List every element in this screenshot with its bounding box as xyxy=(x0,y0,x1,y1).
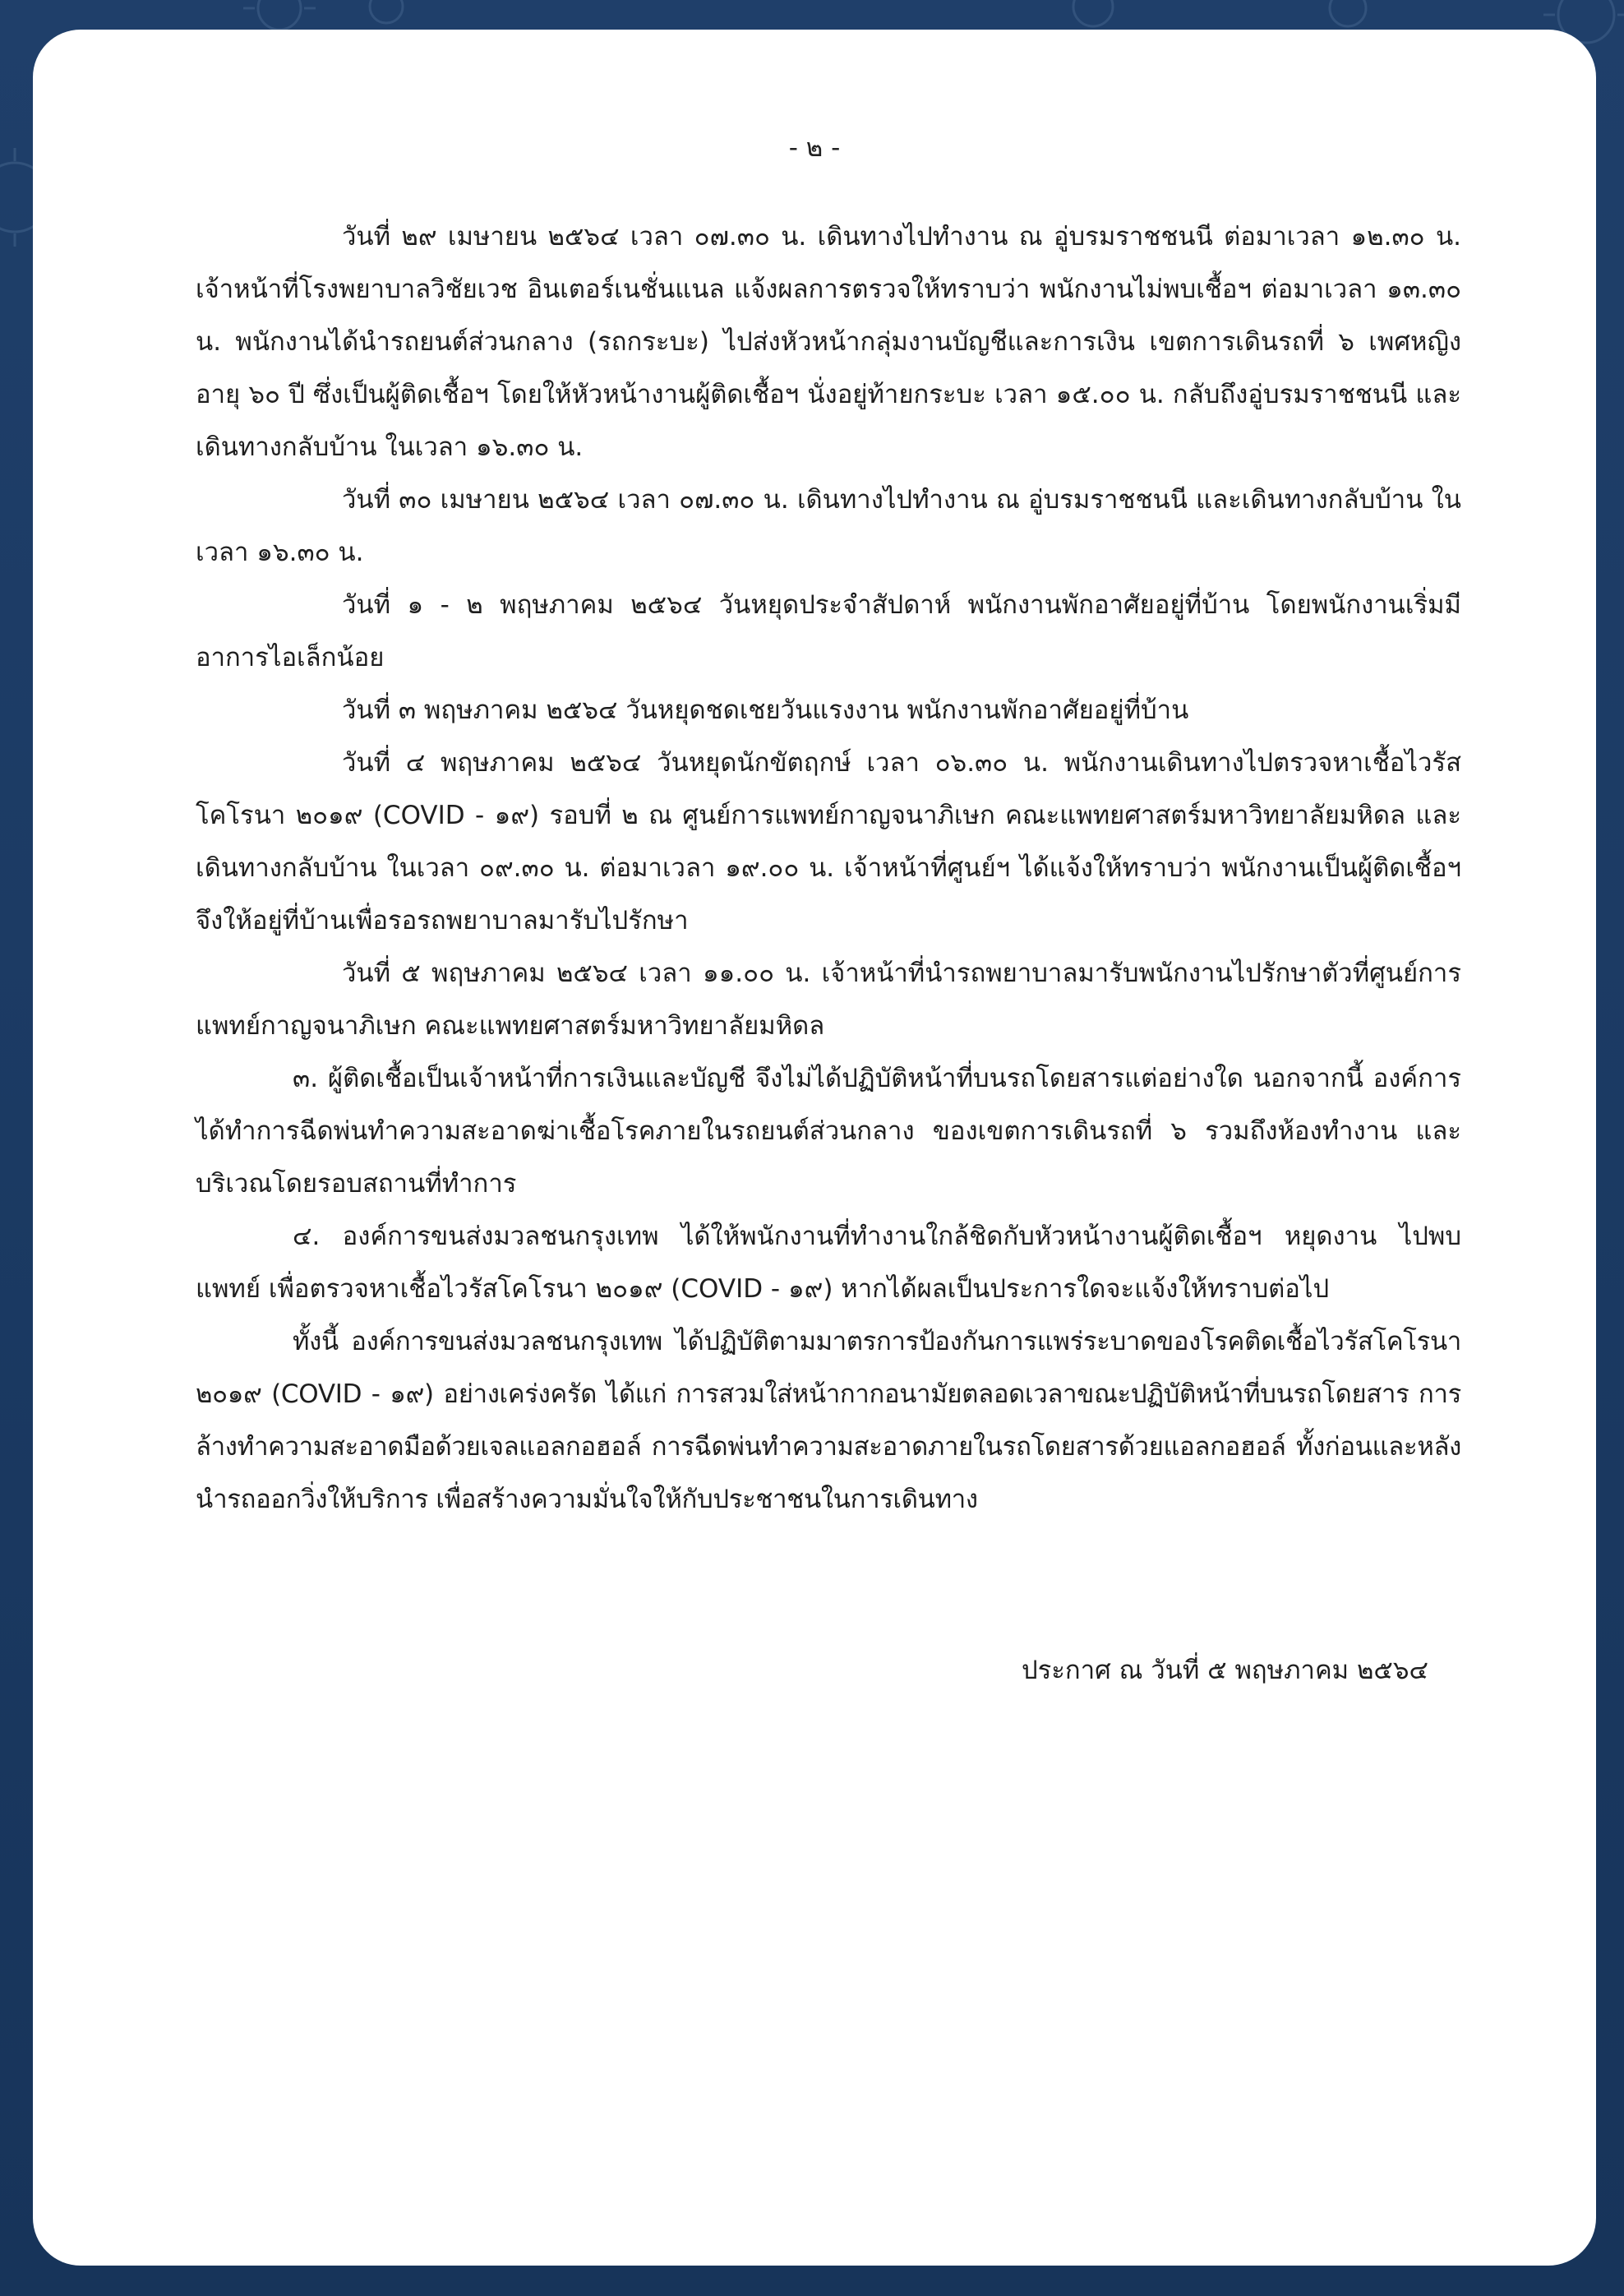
paragraph-april-29: วันที่ ๒๙ เมษายน ๒๕๖๔ เวลา ๐๗.๓๐ น. เดินทางไปทำงาน ณ อู่บรมราชชนนี ต่อมาเวลา ๑๒.๓๐ น. เจ้าหน้าที่โรงพยาบาลวิชัยเวช อินเตอร์เนชั่นแนล แจ้งผลการตรวจให้ทราบว่า พนักงานไม่พบเชื้อฯ ต่อมาเวลา ๑๓.๓๐ น. พนักงานได้นำรถยนต์ส่วนกลาง (รถกระบะ) ไปส่งหัวหน้ากลุ่มงานบัญชีและการเงิน เขตการเดินรถที่ ๖ เพศหญิง อายุ ๖๐ ปี ซึ่งเป็นผู้ติดเชื้อฯ โดยให้หัวหน้างานผู้ติดเชื้อฯ นั่งอยู่ท้ายกระบะ เวลา ๑๕.๐๐ น. กลับถึงอู่บรมราชชนนี และเดินทางกลับบ้าน ในเวลา ๑๖.๓๐ น. xyxy=(196,222,1461,462)
paragraph-item-3: ๓. ผู้ติดเชื้อเป็นเจ้าหน้าที่การเงินและบัญชี จึงไม่ได้ปฏิบัติหน้าที่บนรถโดยสารแต่อย่างใด นอกจากนี้ องค์การได้ทำการฉีดพ่นทำความสะอาดฆ่าเชื้อโรคภายในรถยนต์ส่วนกลาง ของเขตการเดินรถที่ ๖ รวมถึงห้องทำงาน และบริเวณโดยรอบสถานที่ทำการ xyxy=(196,1064,1461,1199)
announcement-date: ประกาศ ณ วันที่ ๕ พฤษภาคม ๒๕๖๔ xyxy=(1021,1656,1428,1685)
paragraph-may-5: วันที่ ๕ พฤษภาคม ๒๕๖๔ เวลา ๑๑.๐๐ น. เจ้าหน้าที่นำรถพยาบาลมารับพนักงานไปรักษาตัวที่ศูนย์การแพทย์กาญจนาภิเษก คณะแพทยศาสตร์มหาวิทยาลัยมหิดล xyxy=(196,959,1461,1041)
page-number: - ๒ - xyxy=(788,133,841,163)
document-body xyxy=(196,210,1461,1526)
paragraph-may-1-2: วันที่ ๑ - ๒ พฤษภาคม ๒๕๖๔ วันหยุดประจำสัปดาห์ พนักงานพักอาศัยอยู่ที่บ้าน โดยพนักงานเริ่มมีอาการไอเล็กน้อย xyxy=(196,590,1461,672)
paragraph-april-30: วันที่ ๓๐ เมษายน ๒๕๖๔ เวลา ๐๗.๓๐ น. เดินทางไปทำงาน ณ อู่บรมราชชนนี และเดินทางกลับบ้าน ในเวลา ๑๖.๓๐ น. xyxy=(196,485,1461,567)
paragraph-may-3: วันที่ ๓ พฤษภาคม ๒๕๖๔ วันหยุดชดเชยวันแรงงาน พนักงานพักอาศัยอยู่ที่บ้าน xyxy=(342,695,1189,725)
paragraph-item-4: ๔. องค์การขนส่งมวลชนกรุงเทพ ได้ให้พนักงานที่ทำงานใกล้ชิดกับหัวหน้างานผู้ติดเชื้อฯ หยุดงาน ไปพบแพทย์ เพื่อตรวจหาเชื้อไวรัสโคโรนา ๒๐๑๙ (COVID - ๑๙) หากได้ผลเป็นประการใดจะแจ้งให้ทราบต่อไป xyxy=(196,1222,1461,1304)
paragraph-may-4: วันที่ ๔ พฤษภาคม ๒๕๖๔ วันหยุดนักขัตฤกษ์ เวลา ๐๖.๓๐ น. พนักงานเดินทางไปตรวจหาเชื้อไวรัสโคโรนา ๒๐๑๙ (COVID - ๑๙) รอบที่ ๒ ณ ศูนย์การแพทย์กาญจนาภิเษก คณะแพทยศาสตร์มหาวิทยาลัยมหิดล และเดินทางกลับบ้าน ในเวลา ๐๙.๓๐ น. ต่อมาเวลา ๑๙.๐๐ น. เจ้าหน้าที่ศูนย์ฯ ได้แจ้งให้ทราบว่า พนักงานเป็นผู้ติดเชื้อฯ จึงให้อยู่ที่บ้านเพื่อรอรถพยาบาลมารับไปรักษา xyxy=(196,748,1461,935)
paragraph-closing: ทั้งนี้ องค์การขนส่งมวลชนกรุงเทพ ได้ปฏิบัติตามมาตรการป้องกันการแพร่ระบาดของโรคติดเชื้อไวรัสโคโรนา ๒๐๑๙ (COVID - ๑๙) อย่างเคร่งครัด ได้แก่ การสวมใส่หน้ากากอนามัยตลอดเวลาขณะปฏิบัติหน้าที่บนรถโดยสาร การล้างทำความสะอาดมือด้วยเจลแอลกอฮอล์ การฉีดพ่นทำความสะอาดภายในรถโดยสารด้วยแอลกอฮอล์ ทั้งก่อนและหลังนำรถออกวิ่งให้บริการ เพื่อสร้างความมั่นใจให้กับประชาชนในการเดินทาง xyxy=(196,1327,1461,1514)
document-page xyxy=(33,30,1596,2266)
